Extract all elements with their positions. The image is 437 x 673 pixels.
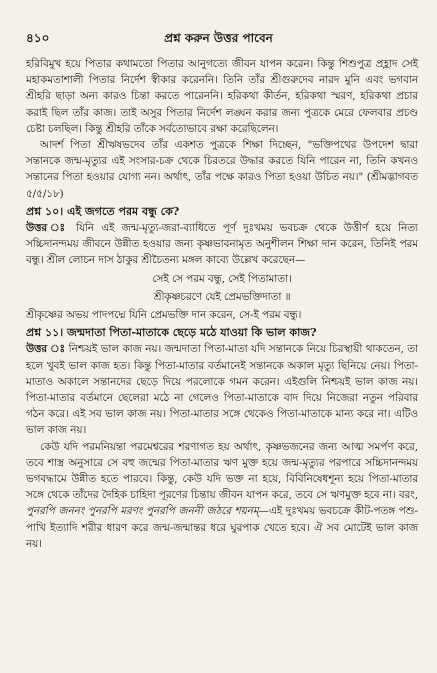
page-body: [26, 56, 418, 552]
answer-label: উত্তর ঃ: [26, 343, 66, 356]
paragraph: হরিবিমুখ হয়ে পিতার কথামতো পিতার আনুগত্যে জীবন যাপন করেন। কিন্তু শিশুপুত্র প্রহ্লাদ সেই মহাকমতাশালী পিতার নির্দেশ স্বীকার করেননি। তিনি তাঁর শ্রীগুরুদেব নারদ মুনি এবং ভগবান শ্রীহরি ছাড়া অন্য কারও চিন্তা করতে পারেননি। হরিকথা কীর্তন, হরিকথা স্মরণ, হরিকথা প্রচার করাই ছিল তাঁর কাজ। তাই অসুর পিতার নির্দেশ লঙ্ঘন করার জন্য পুত্রকে মেরে ফেলবার প্রচণ্ড চেষ্টা চলছিল। কিন্তু শ্রীহরি তাঁকে সর্বতোভাবে রক্ষা করেছিলেন।: [26, 58, 418, 135]
paragraph: আদর্শ পিতা শ্রীঋষভদেব তাঁর একশত পুত্রকে শিক্ষা দিচ্ছেন, "ভক্তিপথের উপদেশ দ্বারা সন্তানকে জন্ম-মৃত্যুর এই সংসার-চক্র থেকে চিরতরে উদ্ধার করতে যিনি পারেন না, তিনি কখনও সন্তানের পিতা হওয়ার যোগ্য নন। অর্থাৎ, তাঁর পক্ষে কারও পিতা হওয়া উচিত নয়।" (শ্রীমদ্ভাগবত ৫/৫/১৮): [26, 139, 418, 200]
page-number: ৪১০: [26, 31, 50, 45]
question-10: প্রশ্ন ১০। এই জগতে পরম বন্ধু কে?: [26, 204, 180, 218]
verse-line: শ্রীকৃষ্ণচরণে যেই প্রেমভক্তিদাতা ॥: [153, 290, 291, 303]
paragraph: শ্রীকৃষ্ণের অভয় পাদপদ্মে যিনি প্রেমভক্তি দান করেন, সে-ই পরম বন্ধু।: [26, 309, 302, 322]
page-header: [0, 30, 437, 50]
answer-text: যিনি এই জন্ম-মৃত্যু-জরা-ব্যাধিতে পূর্ণ দুঃখময় ভবচক্র থেকে উত্তীর্ণ হয়ে নিত্য সচ্চিদানন্দময় জীবনে উন্নীত হওয়ার জন্য কৃষ্ণভাবনামৃত অনুশীলন শিক্ষা দান করেন, তিনিই পরম বন্ধু। শ্রীল লোচন দাস ঠাকুর শ্রীচৈতন্য মঙ্গল কাব্যে উল্লেখ করেছেন—: [26, 222, 418, 267]
running-title: প্রশ্ন করুন উত্তর পাবেন: [164, 31, 273, 45]
answer-label: উত্তর ঃ: [26, 222, 69, 235]
verse-line: সেই সে পরম বন্ধু, সেই পিতামাতা।: [152, 272, 292, 285]
paragraph: [26, 439, 418, 552]
paragraph-text: কেউ যদি পরমনিয়ন্তা পরমেশ্বরের শরণাগত হয় অর্থাৎ, কৃষ্ণভজনের জন্য আত্ম সমর্পণ করে, তবে শাস্ত্র অনুসারে সে বহু জন্মের পিতা-মাতার ঋণ মুক্ত হয়ে জন্ম-মৃত্যুর পরপারে সচ্চিদানন্দময় ভগবদ্ধামে উন্নীত হতে পারবে। কিন্তু, কেউ যদি ভক্ত না হয়ে, বিবিনিষেধশূন্য হয়ে পিতা-মাতার সঙ্গে থেকে তাঁদের দৈহিক চাহিদা পূরণের চিন্তায় জীবন যাপন করে, তবে সে ঋণমুক্ত হবে না। বরং,: [26, 440, 418, 502]
answer-11: [26, 341, 418, 438]
paragraph-text: —এই দুঃখময় ভবচক্রে কীট-পতঙ্গ পশু-পাখি ইত্যাদি শরীর ধারণ করে জন্ম-জন্মান্তর ধরে ঘুরপাক খেতে হবে। ঐ সব মোটেই ভাল কাজ নয়।: [26, 505, 418, 550]
answer-10: [26, 220, 418, 269]
answer-text: নিশ্চয়ই ভাল কাজ নয়। জন্মদাতা পিতা-মাতা যদি সন্তানকে নিয়ে চিরস্থায়ী থাকতেন, তা হলে খুবই ভাল কাজ হত। কিন্তু পিতা-মাতার বর্তমানেই সন্তানকে অকাল মৃত্যু ছিনিয়ে নেয়। পিতা-মাতাও অকালে সন্তানদের ছেড়ে দিয়ে পরলোকে গমন করেন। এইগুলি নিশ্চয়ই ভাল কাজ নয়। পিতা-মাতার বর্তমানে ছেলেরা মঠে না গেলেও পিতা-মাতাকে বাদ দিয়ে নিজেরা নতুন পরিবার গঠন করে। এই সব ভাল কাজ নয়। পিতা-মাতার সঙ্গে থেকেও পিতা-মাতাকে মান্য করে না। এটিও ভাল কাজ নয়।: [26, 343, 418, 437]
question-11: প্রশ্ন ১১। জন্মদাতা পিতা-মাতাকে ছেড়ে মঠে যাওয়া কি ভাল কাজ?: [26, 326, 317, 340]
shloka-text: পুনরপি জননং পুনরপি মরণং পুনরপি জননী জঠরে শয়নম্: [26, 505, 259, 518]
